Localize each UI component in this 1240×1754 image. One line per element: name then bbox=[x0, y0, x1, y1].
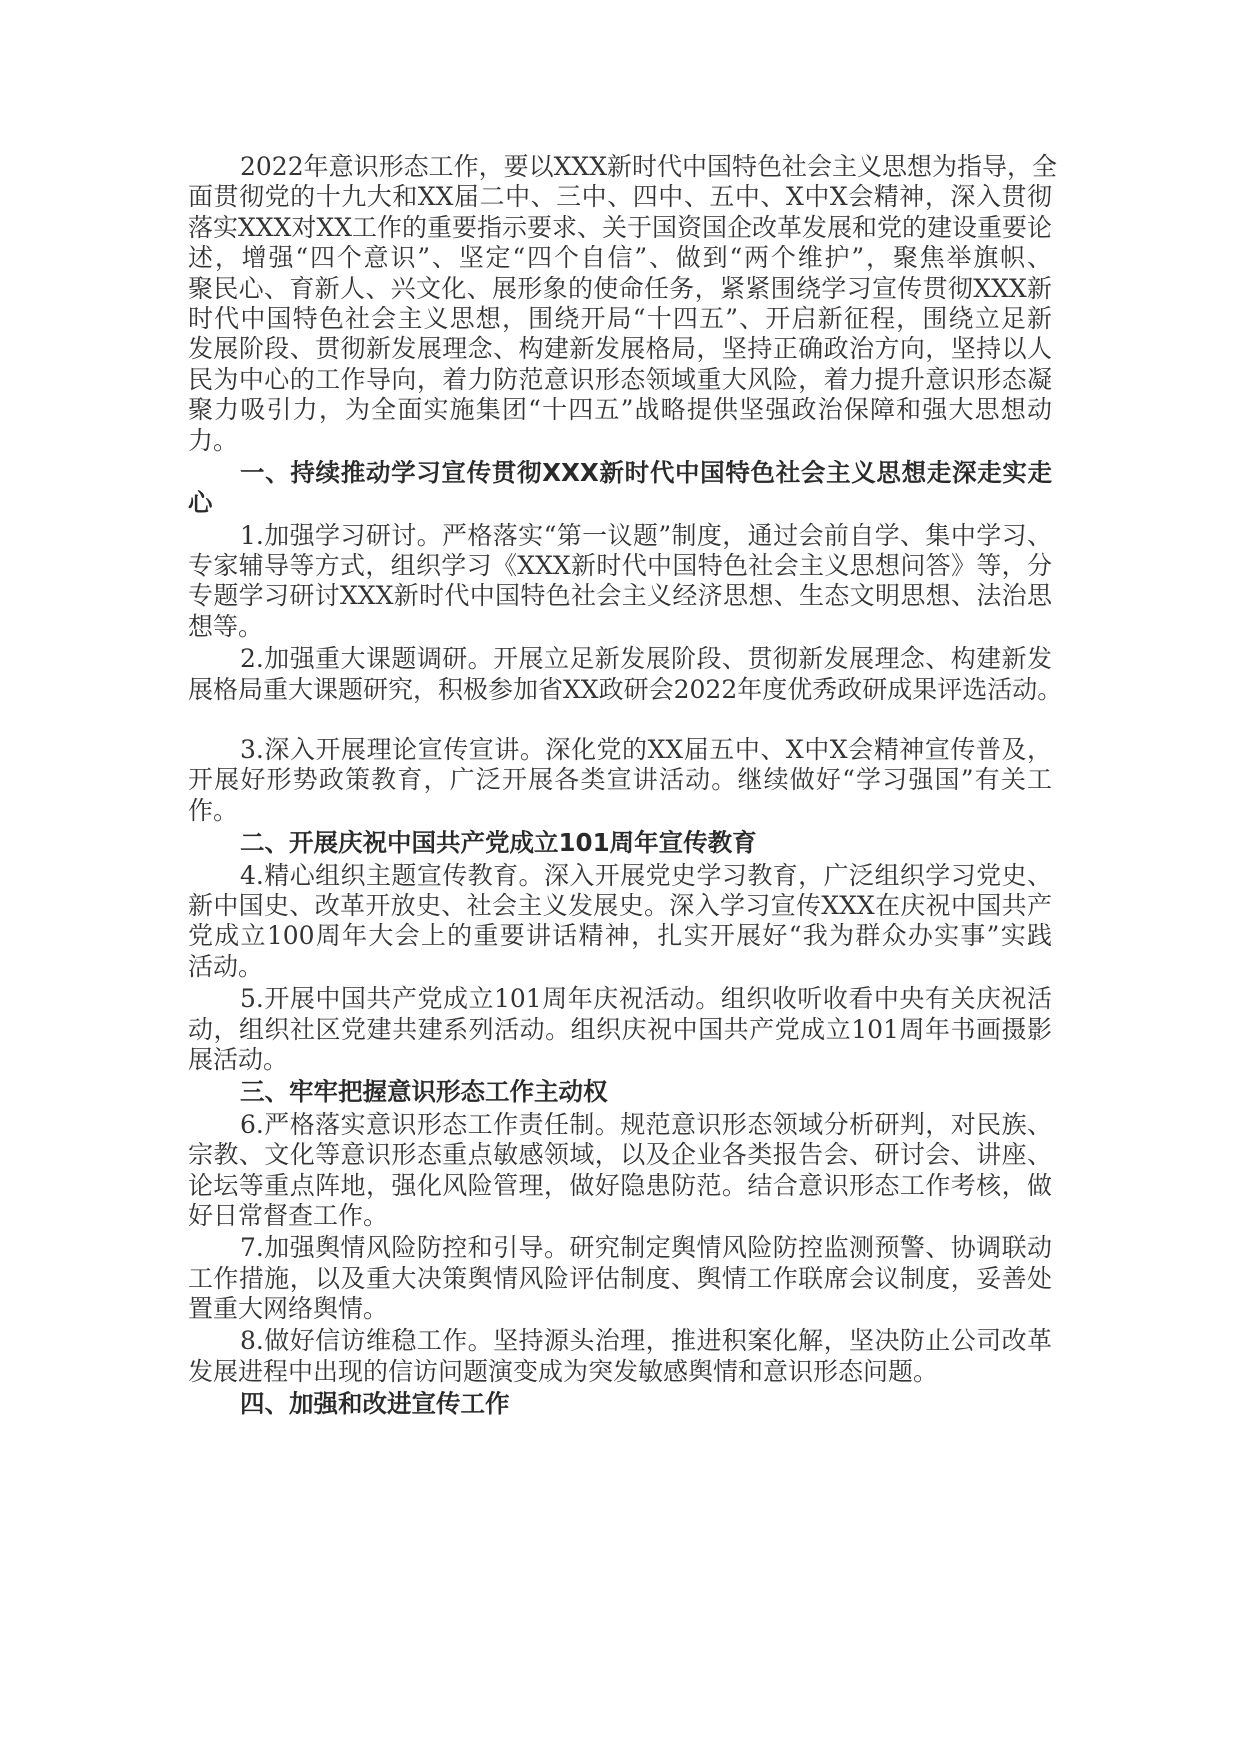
text-line: 聚力吸引力，为全面实施集团“十四五”战略提供坚强政治保障和强大思想动 bbox=[188, 395, 1052, 425]
text-line: 展格局重大课题研究，积极参加省XX政研会2022年度优秀政研成果评选活动。 bbox=[188, 674, 1063, 704]
text-line: 聚民心、育新人、兴文化、展形象的使命任务，紧紧围绕学习宣传贯彻XXX新 bbox=[188, 273, 1052, 303]
text-line: 2022年意识形态工作，要以XXX新时代中国特色社会主义思想为指导，全 bbox=[240, 152, 1058, 181]
text-line: 工作措施，以及重大决策舆情风险评估制度、舆情工作联席会议制度，妥善处 bbox=[188, 1263, 1052, 1293]
list-item-8 bbox=[188, 1326, 1052, 1387]
text-line: 述，增强“四个意识”、坚定“四个自信”、做到“两个维护”，聚焦举旗帜、 bbox=[188, 243, 1052, 273]
text-line: 活动。 bbox=[188, 951, 264, 981]
text-line: 5.开展中国共产党成立101周年庆祝活动。组织收听收看中央有关庆祝活 bbox=[240, 984, 1052, 1014]
heading-line: 二、开展庆祝中国共产党成立101周年宣传教育 bbox=[240, 828, 757, 858]
text-line: 发展阶段、贯彻新发展理念、构建新发展格局，坚持正确政治方向，坚持以人 bbox=[188, 334, 1052, 364]
text-line: 时代中国特色社会主义思想，围绕开局“十四五”、开启新征程，围绕立足新 bbox=[188, 303, 1052, 333]
document-page bbox=[188, 152, 1063, 1422]
section-heading-1 bbox=[188, 458, 1052, 519]
list-item-4 bbox=[188, 861, 1052, 983]
text-line: 好日常督查工作。 bbox=[188, 1200, 389, 1230]
text-line: 落实XXX对XX工作的重要指示要求、关于国资国企改革发展和党的建设重要论 bbox=[188, 212, 1052, 242]
heading-line: 四、加强和改进宣传工作 bbox=[240, 1389, 510, 1419]
heading-line: 三、牢牢把握意识形态工作主动权 bbox=[240, 1077, 608, 1107]
list-item-1 bbox=[188, 521, 1052, 643]
text-line: 8.做好信访维稳工作。坚持源头治理，推进积案化解，坚决防止公司改革 bbox=[240, 1326, 1052, 1356]
text-line: 民为中心的工作导向，着力防范意识形态领域重大风险，着力提升意识形态凝 bbox=[188, 364, 1052, 394]
text-line: 开展好形势政策教育，广泛开展各类宣讲活动。继续做好“学习强国”有关工 bbox=[188, 765, 1052, 795]
text-line: 作。 bbox=[188, 795, 239, 825]
text-line: 论坛等重点阵地，强化风险管理，做好隐患防范。结合意识形态工作考核，做 bbox=[188, 1170, 1052, 1200]
text-line: 面贯彻党的十九大和XX届二中、三中、四中、五中、X中X会精神，深入贯彻 bbox=[188, 182, 1052, 212]
section-heading-3 bbox=[188, 1077, 1052, 1107]
text-line: 4.精心组织主题宣传教育。深入开展党史学习教育，广泛组织学习党史、 bbox=[240, 860, 1052, 890]
text-line: 新中国史、改革开放史、社会主义发展史。深入学习宣传XXX在庆祝中国共产 bbox=[188, 890, 1052, 920]
list-item-7 bbox=[188, 1233, 1052, 1324]
text-line: 宗教、文化等意识形态重点敏感领域，以及企业各类报告会、研讨会、讲座、 bbox=[188, 1140, 1052, 1170]
text-line: 1.加强学习研讨。严格落实“第一议题”制度，通过会前自学、集中学习、 bbox=[240, 520, 1052, 550]
text-line: 展活动。 bbox=[188, 1044, 289, 1074]
list-item-2 bbox=[188, 644, 1063, 705]
text-line: 专题学习研讨XXX新时代中国特色社会主义经济思想、生态文明思想、法治思 bbox=[188, 581, 1052, 611]
text-line: 发展进程中出现的信访问题演变成为突发敏感舆情和意识形态问题。 bbox=[188, 1356, 939, 1386]
heading-line: 一、持续推动学习宣传贯彻XXX新时代中国特色社会主义思想走深走实走 bbox=[240, 457, 1052, 487]
text-line: 3.深入开展理论宣传宣讲。深化党的XX届五中、X中X会精神宣传普及， bbox=[240, 735, 1052, 765]
text-line: 想等。 bbox=[188, 611, 264, 641]
text-line: 置重大网络舆情。 bbox=[188, 1294, 389, 1324]
text-line: 2.加强重大课题调研。开展立足新发展阶段、贯彻新发展理念、构建新发 bbox=[240, 644, 1052, 674]
section-heading-4 bbox=[188, 1389, 1052, 1419]
list-item-6 bbox=[188, 1110, 1052, 1232]
text-line: 专家辅导等方式，组织学习《XXX新时代中国特色社会主义思想问答》等，分 bbox=[188, 551, 1052, 581]
list-item-5 bbox=[188, 984, 1052, 1075]
section-heading-2 bbox=[188, 828, 1052, 858]
text-line: 动，组织社区党建共建系列活动。组织庆祝中国共产党成立101周年书画摄影 bbox=[188, 1014, 1052, 1044]
list-item-3 bbox=[188, 735, 1052, 826]
text-line: 6.严格落实意识形态工作责任制。规范意识形态领域分析研判，对民族、 bbox=[240, 1109, 1052, 1139]
heading-line: 心 bbox=[188, 488, 213, 518]
text-line: 力。 bbox=[188, 425, 239, 455]
intro-paragraph bbox=[188, 152, 1058, 456]
text-line: 7.加强舆情风险防控和引导。研究制定舆情风险防控监测预警、协调联动 bbox=[240, 1233, 1052, 1263]
text-line: 党成立100周年大会上的重要讲话精神，扎实开展好“我为群众办实事”实践 bbox=[188, 921, 1052, 951]
